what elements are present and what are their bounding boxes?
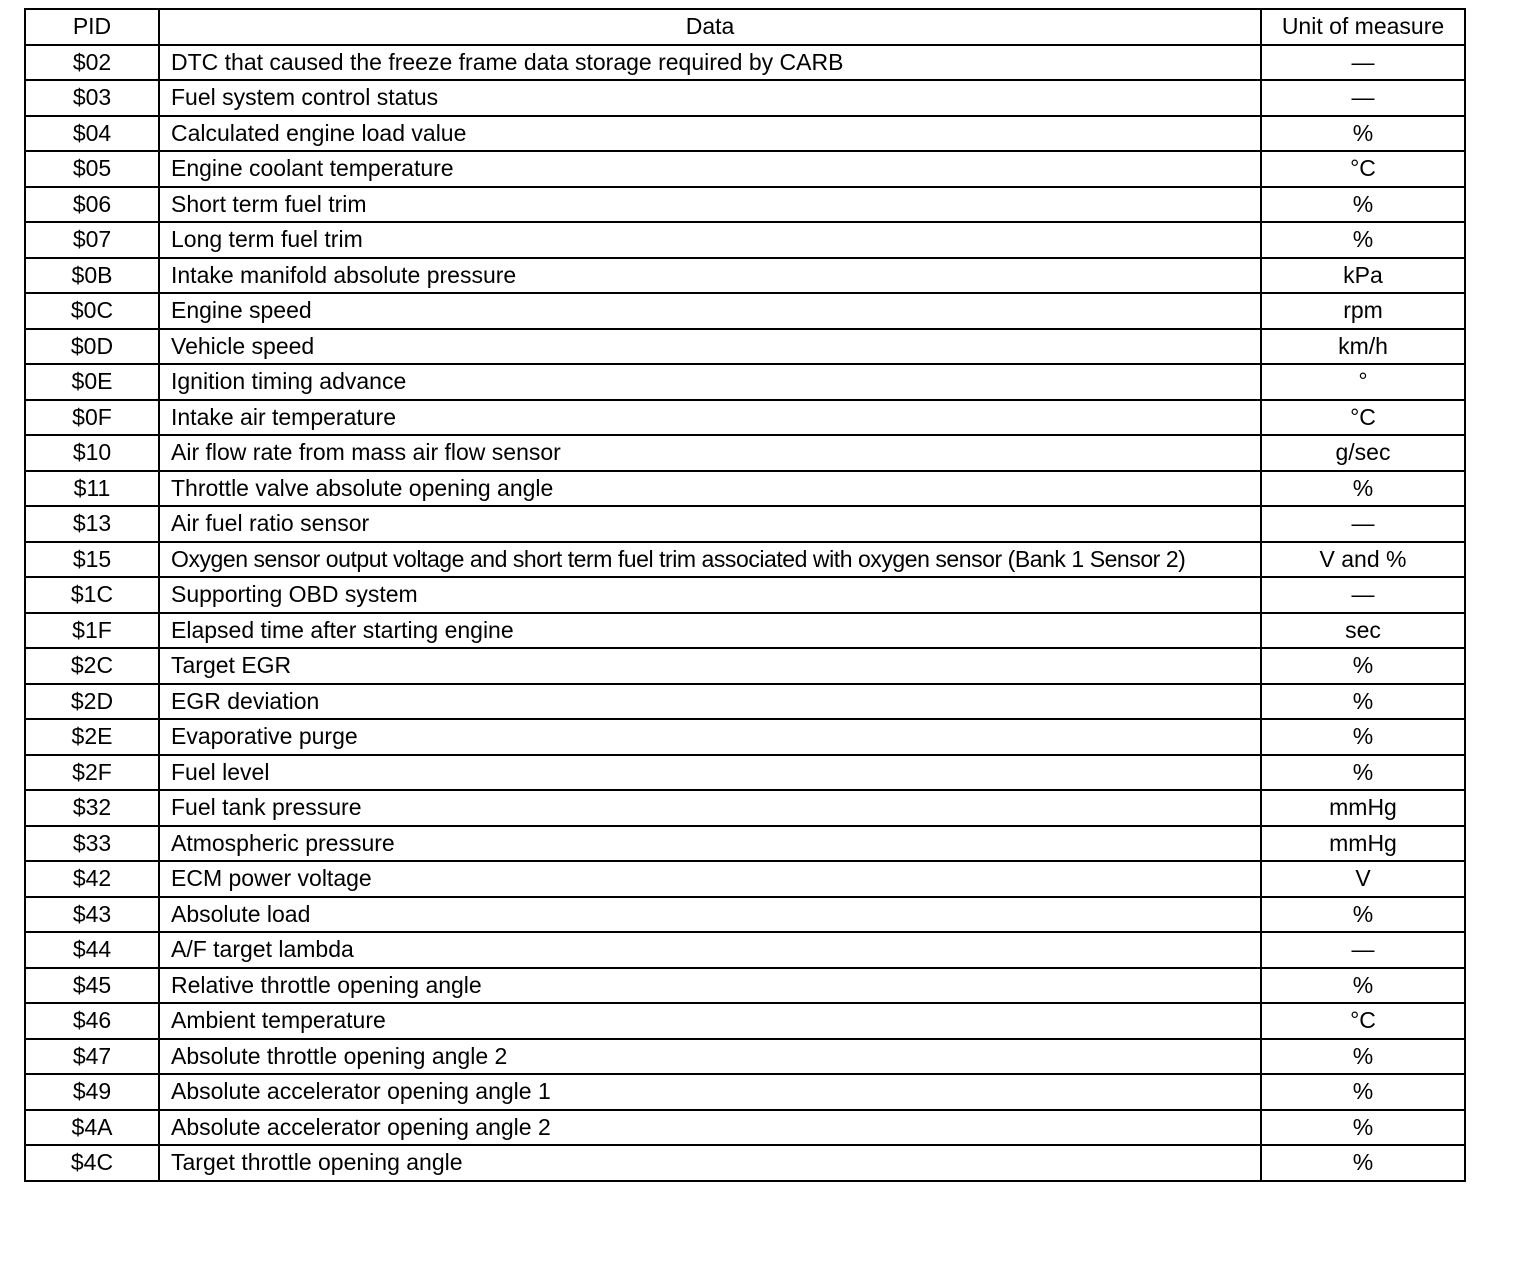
unit-cell: % <box>1261 222 1465 258</box>
table-body <box>25 45 1465 1181</box>
pid-cell: $05 <box>25 151 159 187</box>
data-cell: EGR deviation <box>159 684 1261 720</box>
pid-cell: $1F <box>25 613 159 649</box>
unit-cell: °C <box>1261 151 1465 187</box>
data-cell: Absolute throttle opening angle 2 <box>159 1039 1261 1075</box>
data-cell: DTC that caused the freeze frame data storage required by CARB <box>159 45 1261 81</box>
pid-cell: $2D <box>25 684 159 720</box>
unit-cell: rpm <box>1261 293 1465 329</box>
unit-cell: mmHg <box>1261 790 1465 826</box>
unit-cell: % <box>1261 755 1465 791</box>
data-cell: Intake air temperature <box>159 400 1261 436</box>
pid-cell: $0C <box>25 293 159 329</box>
unit-cell: °C <box>1261 400 1465 436</box>
pid-cell: $32 <box>25 790 159 826</box>
unit-cell: % <box>1261 116 1465 152</box>
unit-cell: % <box>1261 187 1465 223</box>
data-cell: Engine coolant temperature <box>159 151 1261 187</box>
data-cell: Relative throttle opening angle <box>159 968 1261 1004</box>
pid-cell: $2F <box>25 755 159 791</box>
table-row <box>25 897 1465 933</box>
data-cell: Fuel tank pressure <box>159 790 1261 826</box>
table-row <box>25 577 1465 613</box>
pid-cell: $07 <box>25 222 159 258</box>
pid-cell: $15 <box>25 542 159 578</box>
table-row <box>25 1003 1465 1039</box>
table-row <box>25 506 1465 542</box>
table-row <box>25 329 1465 365</box>
pid-cell: $04 <box>25 116 159 152</box>
data-cell: Oxygen sensor output voltage and short term fuel trim associated with oxygen sensor (Bank 1 Sensor 2) <box>159 542 1261 578</box>
header-row <box>25 9 1465 45</box>
unit-cell: % <box>1261 897 1465 933</box>
unit-cell: — <box>1261 506 1465 542</box>
pid-data-table <box>24 8 1466 1182</box>
table-row <box>25 684 1465 720</box>
data-cell: A/F target lambda <box>159 932 1261 968</box>
table-row <box>25 542 1465 578</box>
pid-cell: $03 <box>25 80 159 116</box>
pid-cell: $47 <box>25 1039 159 1075</box>
unit-cell: km/h <box>1261 329 1465 365</box>
data-cell: ECM power voltage <box>159 861 1261 897</box>
unit-cell: % <box>1261 684 1465 720</box>
table-row <box>25 45 1465 81</box>
table-row <box>25 116 1465 152</box>
data-cell: Target EGR <box>159 648 1261 684</box>
data-cell: Ignition timing advance <box>159 364 1261 400</box>
table-row <box>25 932 1465 968</box>
table-row <box>25 258 1465 294</box>
unit-cell: — <box>1261 80 1465 116</box>
data-cell: Atmospheric pressure <box>159 826 1261 862</box>
table-row <box>25 719 1465 755</box>
table-row <box>25 400 1465 436</box>
unit-cell: % <box>1261 1039 1465 1075</box>
data-cell: Long term fuel trim <box>159 222 1261 258</box>
pid-cell: $33 <box>25 826 159 862</box>
header-data: Data <box>159 9 1261 45</box>
pid-cell: $0F <box>25 400 159 436</box>
data-cell: Short term fuel trim <box>159 187 1261 223</box>
data-cell: Evaporative purge <box>159 719 1261 755</box>
unit-cell: ° <box>1261 364 1465 400</box>
unit-cell: % <box>1261 1145 1465 1181</box>
data-cell: Vehicle speed <box>159 329 1261 365</box>
table-header <box>25 9 1465 45</box>
table-row <box>25 648 1465 684</box>
data-cell: Air fuel ratio sensor <box>159 506 1261 542</box>
pid-cell: $4A <box>25 1110 159 1146</box>
unit-cell: mmHg <box>1261 826 1465 862</box>
pid-cell: $0D <box>25 329 159 365</box>
table-row <box>25 613 1465 649</box>
unit-cell: — <box>1261 577 1465 613</box>
unit-cell: kPa <box>1261 258 1465 294</box>
unit-cell: % <box>1261 719 1465 755</box>
pid-cell: $2C <box>25 648 159 684</box>
data-cell: Target throttle opening angle <box>159 1145 1261 1181</box>
table-row <box>25 151 1465 187</box>
unit-cell: V and % <box>1261 542 1465 578</box>
data-cell: Intake manifold absolute pressure <box>159 258 1261 294</box>
table-row <box>25 968 1465 1004</box>
data-cell: Elapsed time after starting engine <box>159 613 1261 649</box>
pid-cell: $11 <box>25 471 159 507</box>
unit-cell: °C <box>1261 1003 1465 1039</box>
data-cell: Fuel system control status <box>159 80 1261 116</box>
unit-cell: % <box>1261 968 1465 1004</box>
pid-cell: $13 <box>25 506 159 542</box>
data-cell: Engine speed <box>159 293 1261 329</box>
table-row <box>25 471 1465 507</box>
table-row <box>25 1074 1465 1110</box>
unit-cell: g/sec <box>1261 435 1465 471</box>
table-row <box>25 1039 1465 1075</box>
pid-cell: $0E <box>25 364 159 400</box>
pid-cell: $49 <box>25 1074 159 1110</box>
data-cell: Absolute load <box>159 897 1261 933</box>
pid-cell: $44 <box>25 932 159 968</box>
table-row <box>25 1145 1465 1181</box>
pid-cell: $02 <box>25 45 159 81</box>
pid-cell: $4C <box>25 1145 159 1181</box>
pid-cell: $46 <box>25 1003 159 1039</box>
table-row <box>25 435 1465 471</box>
data-cell: Ambient temperature <box>159 1003 1261 1039</box>
pid-cell: $06 <box>25 187 159 223</box>
table-row <box>25 755 1465 791</box>
pid-cell: $42 <box>25 861 159 897</box>
pid-cell: $10 <box>25 435 159 471</box>
unit-cell: — <box>1261 45 1465 81</box>
pid-cell: $45 <box>25 968 159 1004</box>
table-row <box>25 1110 1465 1146</box>
unit-cell: % <box>1261 1110 1465 1146</box>
pid-cell: $2E <box>25 719 159 755</box>
pid-cell: $0B <box>25 258 159 294</box>
unit-cell: V <box>1261 861 1465 897</box>
data-cell: Throttle valve absolute opening angle <box>159 471 1261 507</box>
table-row <box>25 826 1465 862</box>
data-cell: Absolute accelerator opening angle 2 <box>159 1110 1261 1146</box>
pid-cell: $43 <box>25 897 159 933</box>
table-row <box>25 861 1465 897</box>
table-row <box>25 293 1465 329</box>
data-cell: Supporting OBD system <box>159 577 1261 613</box>
data-cell: Calculated engine load value <box>159 116 1261 152</box>
table-row <box>25 364 1465 400</box>
pid-cell: $1C <box>25 577 159 613</box>
table-row <box>25 80 1465 116</box>
unit-cell: % <box>1261 471 1465 507</box>
unit-cell: % <box>1261 648 1465 684</box>
header-pid: PID <box>25 9 159 45</box>
unit-cell: % <box>1261 1074 1465 1110</box>
data-cell: Absolute accelerator opening angle 1 <box>159 1074 1261 1110</box>
data-cell: Fuel level <box>159 755 1261 791</box>
unit-cell: sec <box>1261 613 1465 649</box>
table-row <box>25 187 1465 223</box>
data-cell: Air flow rate from mass air flow sensor <box>159 435 1261 471</box>
unit-cell: — <box>1261 932 1465 968</box>
header-unit: Unit of measure <box>1261 9 1465 45</box>
table-row <box>25 222 1465 258</box>
table-row <box>25 790 1465 826</box>
